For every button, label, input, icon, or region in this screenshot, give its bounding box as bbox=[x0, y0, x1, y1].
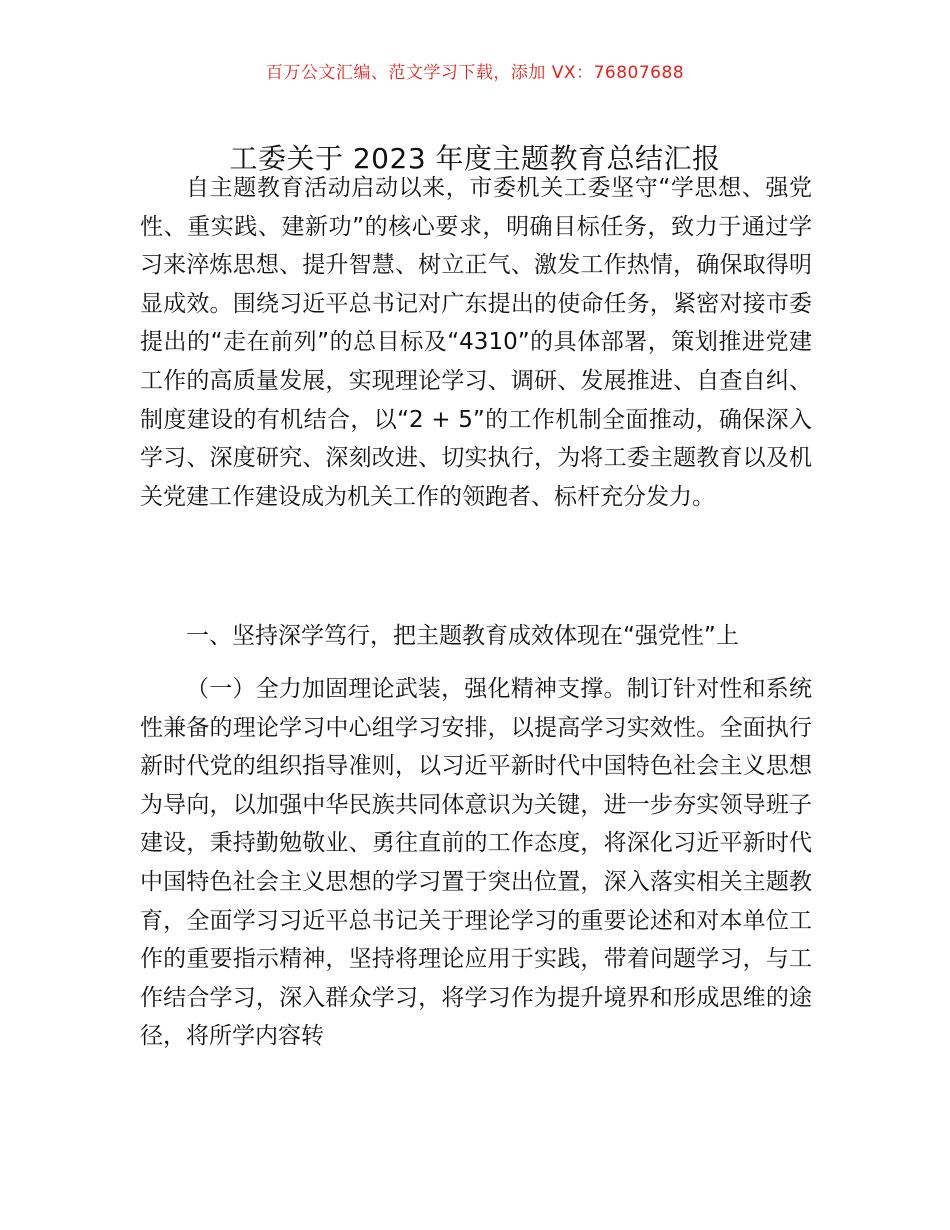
paragraph-intro: 自主题教育活动启动以来，市委机关工委坚守“学思想、强党性、重实践、建新功”的核心要求，明确目标任务，致力于通过学习来淬炼思想、提升智慧、树立正气、激发工作热情，确保取得明显成效。围绕习近平总书记对广东提出的使命任务，紧密对接市委提出的“走在前列”的总目标及“4310”的具体部署，策划推进党建工作的高质量发展，实现理论学习、调研、发展推进、自查自纠、制度建设的有机结合，以“2 + 5”的工作机制全面推动，确保深入学习、深度研究、深刻改进、切实执行，为将工委主题教育以及机关党建工作建设成为机关工作的领跑者、标杆充分发力。 bbox=[140, 175, 812, 510]
paragraph-section-1-1: （一）全力加固理论武装，强化精神支撑。制订针对性和系统性兼备的理论学习中心组学习安排，以提高学习实效性。全面执行新时代党的组织指导准则，以习近平新时代中国特色社会主义思想为导向，以加强中华民族共同体意识为关键，进一步夯实领导班子建设，秉持勤勉敬业、勇往直前的工作态度，将深化习近平新时代中国特色社会主义思想的学习置于突出位置，深入落实相关主题教育，全面学习习近平总书记关于理论学习的重要论述和对本单位工作的重要指示精神，坚持将理论应用于实践，带着问题学习，与工作结合学习，深入群众学习，将学习作为提升境界和形成思维的途径，将所学内容转 bbox=[140, 676, 812, 1050]
section-heading-1: 一、坚持深学笃行，把主题教育成效体现在“强党性”上 bbox=[186, 623, 739, 649]
document-title: 工委关于 2023 年度主题教育总结汇报 bbox=[229, 141, 721, 175]
header-notice: 百万公文汇编、范文学习下载，添加 VX：76807688 bbox=[265, 63, 685, 83]
